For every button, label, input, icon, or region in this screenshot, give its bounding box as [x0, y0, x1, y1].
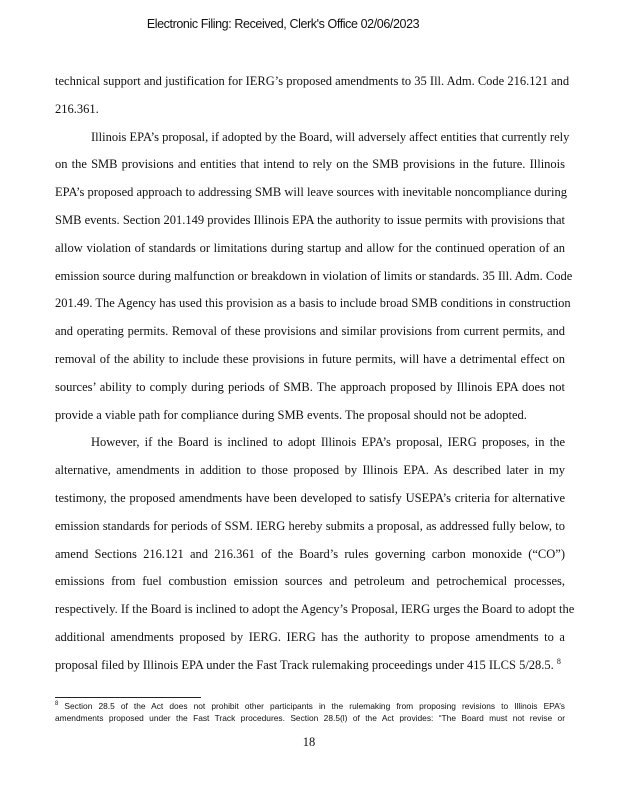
filing-stamp: Electronic Filing: Received, Clerk's Office 02/06/2023 [146, 17, 420, 31]
footnote [55, 701, 565, 724]
page-number: 18 [302, 735, 316, 749]
footnote-line: amendments proposed under the Fast Track procedures. Section 28.5(l) of the Act provides: “The Board must not revise or [55, 712, 565, 723]
body-line: allow violation of standards or limitations during startup and allow for the continued operation of an [55, 240, 565, 255]
body-line: sources’ ability to comply during periods of SMB. The approach proposed by Illinois EPA does not [55, 379, 565, 394]
body-line: technical support and justification for IERG’s proposed amendments to 35 Ill. Adm. Code 216.121 and [55, 74, 570, 88]
footnote-marker: 8 [55, 701, 59, 708]
body-line: respectively. If the Board is inclined to adopt the Agency’s Proposal, IERG urges the Board to adopt the [55, 602, 575, 617]
body-line-text: proposal filed by Illinois EPA under the Fast Track rulemaking proceedings under 415 ILCS 5/28.5. [55, 657, 554, 672]
paragraph-start-line: However, if the Board is inclined to adopt Illinois EPA’s proposal, IERG proposes, in the [91, 435, 565, 450]
body-line: 201.49. The Agency has used this provision as a basis to include broad SMB conditions in construction [55, 296, 571, 311]
body-line: emission standards for periods of SSM. IERG hereby submits a proposal, as addressed fully below, to [55, 518, 565, 533]
footnote-reference[interactable]: 8 [556, 656, 561, 666]
body-line: removal of the ability to include these provisions in future permits, will have a detrimental effect on [55, 351, 565, 366]
body-line: EPA’s proposed approach to addressing SMB will leave sources with inevitable noncompliance during [55, 185, 567, 200]
body-line: amend Sections 216.121 and 216.361 of the Board’s rules governing carbon monoxide (“CO”) [55, 546, 565, 561]
footnote-line [55, 701, 565, 713]
body-text [55, 68, 575, 680]
body-line: provide a viable path for compliance during SMB events. The proposal should not be adopted. [55, 407, 527, 422]
body-line: and operating permits. Removal of these provisions and similar provisions from current permits, and [55, 324, 565, 339]
body-line: additional amendments proposed by IERG. IERG has the authority to propose amendments to a [55, 629, 565, 644]
footnote-text: Section 28.5 of the Act does not prohibit other participants in the rulemaking from proposing revisions to Illinois EPA’s [58, 701, 565, 711]
body-line: 216.361. [55, 101, 99, 116]
body-line: on the SMB provisions and entities that intend to rely on the SMB provisions in the future. Illinois [55, 157, 565, 172]
footnote-divider [55, 697, 201, 698]
body-line-last [55, 652, 565, 680]
body-line: emissions from fuel combustion emission sources and petroleum and petrochemical processes, [55, 574, 565, 589]
body-line: SMB events. Section 201.149 provides Illinois EPA the authority to issue permits with provisions that [55, 212, 565, 227]
body-line: emission source during malfunction or breakdown in violation of limits or standards. 35 Ill. Adm. Code [55, 268, 573, 283]
body-line: testimony, the proposed amendments have been developed to satisfy USEPA’s criteria for alternative [55, 490, 565, 505]
paragraph-start-line: Illinois EPA’s proposal, if adopted by the Board, will adversely affect entities that currently rely [91, 129, 570, 144]
body-line: alternative, amendments in addition to those proposed by Illinois EPA. As described later in my [55, 463, 565, 478]
